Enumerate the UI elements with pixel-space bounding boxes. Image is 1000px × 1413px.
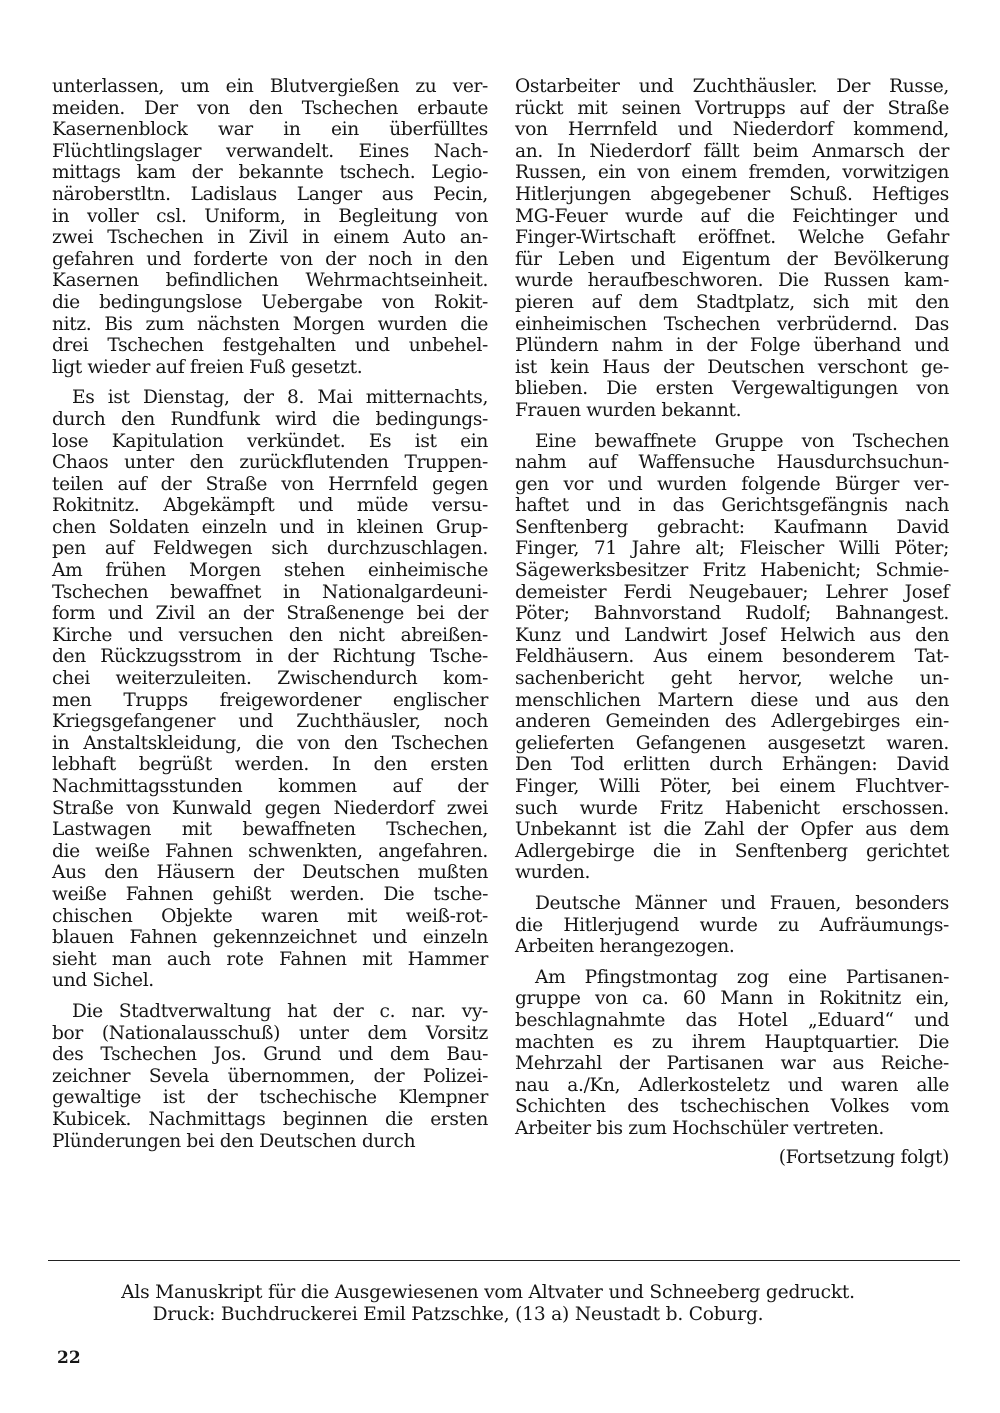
text-line: Am frühen Morgen stehen einheimische bbox=[52, 560, 488, 582]
text-line: Kasernen befindlichen Wehrmachtseinheit. bbox=[52, 270, 488, 292]
text-line: gelieferten Gefangenen ausgesetzt waren. bbox=[515, 732, 949, 754]
text-line: wurde heraufbeschworen. Die Russen kam- bbox=[515, 270, 949, 292]
text-line: chei weiterzuleiten. Zwischendurch kom- bbox=[52, 668, 488, 690]
text-line: sachenbericht geht hervor, welche un- bbox=[515, 668, 949, 690]
text-line: Eine bewaffnete Gruppe von Tschechen bbox=[535, 430, 949, 452]
continuation-note: (Fortsetzung folgt) bbox=[778, 1146, 949, 1168]
left-column bbox=[52, 76, 488, 1161]
text-line: Kubicek. Nachmittags beginnen die ersten bbox=[52, 1108, 488, 1130]
text-line: teilen auf der Straße von Herrnfeld gegen bbox=[52, 473, 488, 495]
text-line: Finger, Willi Pöter, bei einem Fluchtver- bbox=[515, 776, 949, 797]
text-line: Am Pfingstmontag zog eine Partisanen- bbox=[535, 966, 949, 988]
text-line: Lastwagen mit bewaffneten Tschechen, bbox=[52, 819, 488, 841]
right-column bbox=[515, 76, 949, 1168]
text-line: gruppe von ca. 60 Mann in Rokitnitz ein, bbox=[515, 988, 949, 1010]
text-line: Schichten des tschechischen Volkes vom bbox=[515, 1096, 949, 1118]
text-line: und Sichel. bbox=[52, 970, 154, 992]
text-line: des Tschechen Jos. Grund und dem Bau- bbox=[52, 1044, 488, 1066]
text-line: form und Zivil an der Straßenenge bei der bbox=[52, 603, 488, 625]
text-line: Tschechen bewaffnet in Nationalgardeuni- bbox=[52, 581, 488, 603]
text-line: pieren auf dem Stadtplatz, sich mit den bbox=[515, 291, 949, 313]
text-line: drei Tschechen festgehalten und unbehel- bbox=[52, 335, 488, 357]
footer-printer-line: Druck: Buchdruckerei Emil Patzschke, (13 a) Neustadt b. Coburg. bbox=[152, 1304, 764, 1325]
text-line: Adlergebirge die in Senftenberg gerichtet bbox=[515, 840, 949, 862]
text-line: die Hitlerjugend wurde zu Aufräumungs- bbox=[515, 914, 949, 936]
text-line: Arbeiten herangezogen. bbox=[515, 936, 735, 958]
text-line: weiße Fahnen gehißt werden. Die tsche- bbox=[52, 883, 488, 905]
text-line: Flüchtlingslager verwandelt. Eines Nach- bbox=[52, 140, 488, 162]
text-line: Finger-Wirtschaft eröffnet. Welche Gefahr bbox=[515, 227, 949, 249]
paragraph bbox=[515, 967, 949, 1140]
text-line: Kirche und versuchen den nicht abreißen- bbox=[52, 624, 488, 646]
text-line: Deutsche Männer und Frauen, besonders bbox=[535, 892, 949, 914]
text-line: zwei Tschechen in Zivil in einem Auto an- bbox=[52, 227, 488, 249]
text-line: zeichner Sevela übernommen, der Polizei- bbox=[52, 1065, 488, 1087]
text-line: machten es zu ihrem Hauptquartier. Die bbox=[515, 1031, 949, 1053]
page-number: 22 bbox=[57, 1348, 81, 1368]
text-line: Mehrzahl der Partisanen war aus Reiche- bbox=[515, 1053, 949, 1075]
text-line: rückt mit seinen Vortrupps auf der Straße bbox=[515, 97, 949, 119]
text-line: Finger, 71 Jahre alt; Fleischer Willi Pöter; bbox=[515, 538, 949, 560]
text-line: MG-Feuer wurde auf die Feichtinger und bbox=[515, 205, 949, 227]
text-line: gen vor und wurden folgende Bürger ver- bbox=[515, 473, 949, 495]
text-line: such wurde Fritz Habenicht erschossen. bbox=[515, 797, 949, 819]
text-line: durch den Rundfunk wird die bedingungs- bbox=[52, 408, 488, 430]
text-line: Senftenberg gebracht: Kaufmann David bbox=[515, 516, 949, 538]
text-line: bor (Nationalausschuß) unter dem Vorsitz bbox=[52, 1022, 488, 1044]
text-line: näroberstltn. Ladislaus Langer aus Pecin, bbox=[52, 183, 488, 205]
text-line: men Trupps freigewordener englischer bbox=[52, 689, 488, 711]
text-line: an. In Niederdorf fällt beim Anmarsch der bbox=[515, 140, 949, 162]
text-line: Unbekannt ist die Zahl der Opfer aus dem bbox=[515, 819, 949, 841]
footer-imprint-line: Als Manuskript für die Ausgewiesenen vom Altvater und Schneeberg gedruckt. bbox=[121, 1282, 855, 1303]
text-line: Sägewerksbesitzer Fritz Habenicht; Schmie- bbox=[515, 560, 949, 582]
text-line: meiden. Der von den Tschechen erbaute bbox=[52, 97, 488, 119]
text-line: Russen, ein von einem fremden, vorwitzigen bbox=[515, 162, 949, 184]
text-line: sieht man auch rote Fahnen mit Hammer bbox=[52, 948, 488, 970]
paragraph bbox=[52, 76, 488, 378]
text-line: von Herrnfeld und Niederdorf kommend, bbox=[515, 119, 949, 141]
text-line: nitz. Bis zum nächsten Morgen wurden die bbox=[52, 313, 488, 335]
text-line: mittags kam der bekannte tschech. Legio- bbox=[52, 162, 488, 184]
text-line: chen Soldaten einzeln und in kleinen Grup- bbox=[52, 516, 488, 538]
text-line: Es ist Dienstag, der 8. Mai mitternachts, bbox=[72, 387, 488, 409]
paragraph bbox=[515, 76, 949, 422]
text-line: lebhaft begrüßt werden. In den ersten bbox=[52, 754, 488, 776]
text-line: Plünderungen bei den Deutschen durch bbox=[52, 1130, 416, 1152]
text-line: Pöter; Bahnvorstand Rudolf; Bahnangest. bbox=[515, 603, 949, 625]
text-line: Feldhäusern. Aus einem besonderem Tat- bbox=[515, 646, 949, 668]
text-line: für Leben und Eigentum der Bevölkerung bbox=[515, 248, 949, 270]
text-line: einheimischen Tschechen verbrüdernd. Das bbox=[515, 313, 949, 335]
text-line: die bedingungslose Uebergabe von Rokit- bbox=[52, 291, 488, 313]
text-line: Die Stadtverwaltung hat der c. nar. vy- bbox=[72, 1000, 488, 1022]
text-line: haftet und in das Gerichtsgefängnis nach bbox=[515, 495, 949, 517]
text-line: Rokitnitz. Abgekämpft und müde versu- bbox=[52, 495, 488, 517]
text-line: ligt wieder auf freien Fuß gesetzt. bbox=[52, 356, 363, 378]
text-line: Kunz und Landwirt Josef Helwich aus den bbox=[515, 624, 949, 646]
text-line: wurden. bbox=[515, 862, 591, 884]
text-line: Aus den Häusern der Deutschen mußten bbox=[52, 862, 488, 884]
text-line: den Rückzugsstrom in der Richtung Tsche- bbox=[52, 646, 488, 668]
text-line: Hitlerjungen abgegebener Schuß. Heftiges bbox=[515, 183, 949, 205]
paragraph bbox=[515, 431, 949, 884]
text-line: gefahren und forderte von der noch in den bbox=[52, 248, 488, 270]
text-line: nahm auf Waffensuche Hausdurchsuchun- bbox=[515, 452, 949, 474]
text-line: nau a./Kn, Adlerkosteletz und waren alle bbox=[515, 1074, 949, 1096]
text-line: Straße von Kunwald gegen Niederdorf zwei bbox=[52, 797, 488, 819]
text-line: Kasernenblock war in ein überfülltes bbox=[52, 119, 488, 141]
text-line: pen auf Feldwegen sich durchzuschlagen. bbox=[52, 538, 488, 560]
text-line: demeister Ferdi Neugebauer; Lehrer Josef bbox=[515, 581, 949, 603]
text-line: Ostarbeiter und Zuchthäusler. Der Russe, bbox=[515, 76, 949, 97]
text-line: blauen Fahnen gekennzeichnet und einzeln bbox=[52, 927, 488, 949]
text-line: ist kein Haus der Deutschen verschont ge- bbox=[515, 356, 949, 378]
paragraph bbox=[52, 387, 488, 992]
paragraph bbox=[52, 1001, 488, 1152]
text-line: menschlichen Martern diese und aus den bbox=[515, 689, 949, 711]
text-line: chischen Objekte waren mit weiß-rot- bbox=[52, 905, 488, 927]
text-line: anderen Gemeinden des Adlergebirges ein- bbox=[515, 711, 949, 733]
paragraph bbox=[515, 893, 949, 958]
text-line: Den Tod erlitten durch Erhängen: David bbox=[515, 754, 949, 776]
text-line: die weiße Fahnen schwenkten, angefahren. bbox=[52, 840, 488, 862]
text-line: Frauen wurden bekannt. bbox=[515, 399, 742, 421]
text-line: in voller csl. Uniform, in Begleitung von bbox=[52, 205, 488, 227]
text-line: Arbeiter bis zum Hochschüler vertreten. bbox=[515, 1117, 884, 1139]
text-line: in Anstaltskleidung, die von den Tschechen bbox=[52, 732, 488, 754]
text-line: unterlassen, um ein Blutvergießen zu ver- bbox=[52, 76, 488, 97]
text-line: blieben. Die ersten Vergewaltigungen von bbox=[515, 378, 949, 400]
text-line: Kriegsgefangener und Zuchthäusler, noch bbox=[52, 711, 488, 733]
text-line: Chaos unter den zurückflutenden Truppen- bbox=[52, 452, 488, 474]
text-line: Nachmittagsstunden kommen auf der bbox=[52, 776, 488, 797]
text-line: Plündern nahm in der Folge überhand und bbox=[515, 335, 949, 357]
text-line: gewaltige ist der tschechische Klempner bbox=[52, 1087, 488, 1109]
footer-divider bbox=[48, 1260, 960, 1261]
text-line: lose Kapitulation verkündet. Es ist ein bbox=[52, 430, 488, 452]
text-line: beschlagnahmte das Hotel „Eduard“ und bbox=[515, 1009, 949, 1031]
